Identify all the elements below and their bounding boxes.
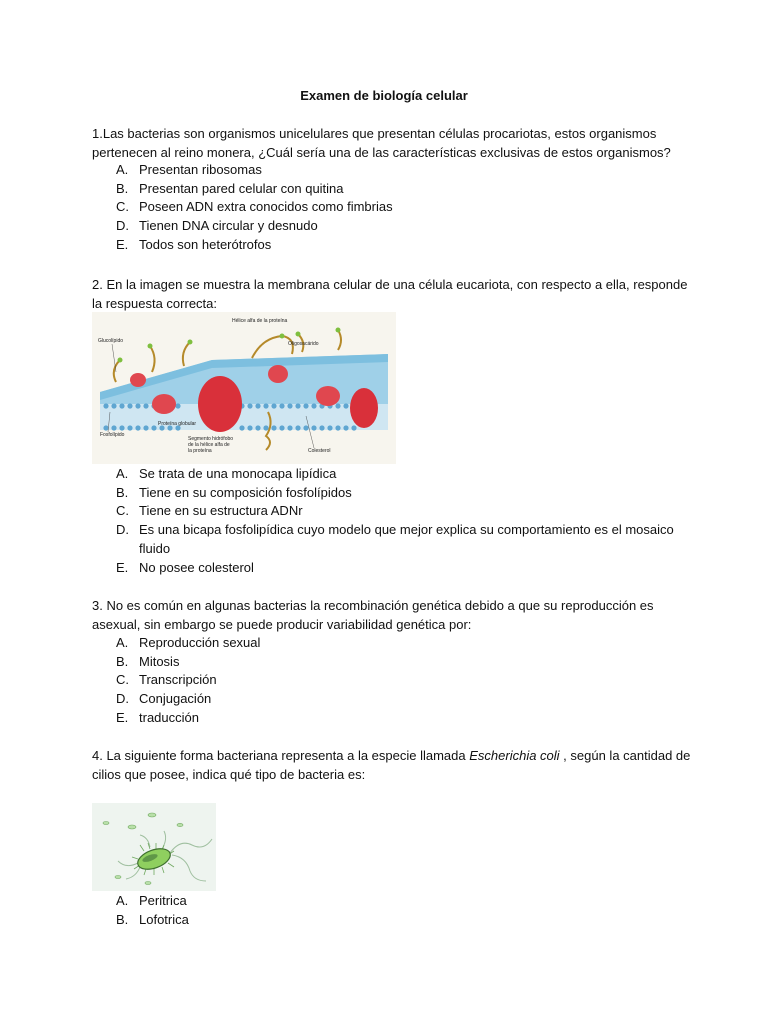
species-name: Escherichia coli — [469, 748, 560, 763]
q4-option-a: A. Peritrica — [116, 893, 187, 908]
label-cholesterol: Colesterol — [308, 448, 331, 454]
q2-option-b: B. Tiene en su composición fosfolípidos — [116, 484, 352, 500]
question-1-text: 1.Las bacterias son organismos unicelulares que presentan células procariotas, estos organismos pertenecen al reino monera, ¿Cuál sería una de las características exclusivas de estos organismos? — [92, 126, 671, 160]
q3-option-b: B. Mitosis — [116, 653, 180, 669]
label-segment-1: Segmento hidrófobo — [188, 436, 234, 442]
bacterium-figure — [92, 803, 216, 891]
question-2-options — [116, 465, 686, 577]
label-glycolipid: Glucolípido — [98, 338, 124, 344]
question-3-text: 3. No es común en algunas bacterias la recombinación genética debido a que su reproducción es asexual, sin embargo se puede producir variabilidad genética por: — [92, 598, 654, 632]
globular-protein-shape — [198, 376, 242, 432]
q2-option-c: C. Tiene en su estructura ADNr — [116, 503, 303, 519]
q1-option-b: B. Presentan pared celular con quitina — [116, 180, 344, 196]
q1-option-e: E. Todos son heterótrofos — [116, 236, 272, 252]
q4-option-b: B. Lofotrica — [116, 911, 189, 927]
q3-option-e: E. traducción — [116, 709, 199, 725]
q2-option-a: A. Se trata de una monocapa lipídica — [116, 466, 337, 481]
exam-title: Examen de biología celular — [300, 88, 468, 103]
label-oligosaccharide: Oligosacárido — [288, 341, 319, 347]
question-3-options — [116, 634, 686, 728]
q1-option-a: A. Presentan ribosomas — [116, 162, 262, 177]
label-helix: Hélice alfa de la proteína — [232, 318, 288, 324]
question-2-text: 2. En la imagen se muestra la membrana celular de una célula eucariota, con respecto a ella, responde la respuesta correcta: — [92, 277, 688, 311]
question-4-options — [116, 892, 686, 929]
cell-membrane-figure — [92, 312, 396, 464]
q2-option-e: E. No posee colesterol — [116, 559, 254, 575]
q1-option-c: C. Poseen ADN extra conocidos como fimbrias — [116, 199, 393, 215]
q1-option-d: D. Tienen DNA circular y desnudo — [116, 218, 318, 234]
label-phospholipid: Fosfolípido — [100, 432, 125, 438]
q3-option-d: D. Conjugación — [116, 691, 212, 707]
label-segment-3: la proteína — [188, 448, 212, 454]
question-4-text: 4. La siguiente forma bacteriana representa a la especie llamada Escherichia coli , según la cantidad de cilios que posee, indica qué tipo de bacteria es: — [92, 748, 691, 782]
q3-option-a: A. Reproducción sexual — [116, 635, 261, 650]
question-1-options — [116, 161, 686, 255]
label-segment-2: de la hélice alfa de — [188, 442, 230, 448]
q2-option-d: D. Es una bicapa fosfolipídica cuyo modelo que mejor explica su comportamiento es el mosaico fluido — [116, 522, 674, 556]
q3-option-c: C. Transcripción — [116, 672, 217, 688]
label-globular-protein: Proteína globular — [158, 421, 197, 427]
